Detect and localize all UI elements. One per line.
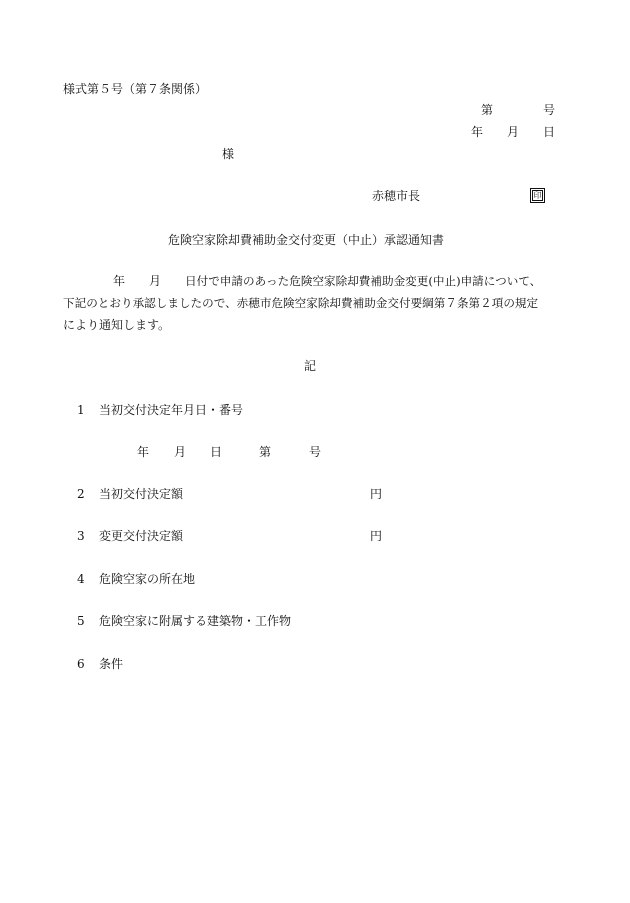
item1-no-prefix: 第	[259, 445, 272, 459]
item-1-subline	[0, 445, 630, 459]
list-item	[0, 614, 630, 628]
seal-icon	[530, 188, 545, 203]
item-label: 危険空家に附属する建築物・工作物	[99, 614, 292, 628]
issuer-title: 赤穂市長	[372, 189, 421, 203]
ki-heading: 記	[304, 359, 317, 373]
document-title: 危険空家除却費補助金交付変更（中止）承認通知書	[168, 233, 445, 247]
item-label: 危険空家の所在地	[99, 572, 196, 586]
item-number: 6	[77, 657, 85, 671]
body-line-1: 日付で申請のあった危険空家除却費補助金変更(中止)申請について、	[185, 274, 542, 288]
body-line-3: により通知します。	[63, 318, 171, 332]
list-item	[0, 403, 630, 417]
item-unit: 円	[370, 529, 383, 543]
doc-number-prefix: 第	[481, 103, 494, 117]
item1-day: 日	[210, 445, 223, 459]
doc-date-year: 年	[471, 125, 484, 139]
item-label: 変更交付決定額	[99, 529, 184, 543]
item-label: 当初交付決定額	[99, 487, 184, 501]
list-item	[0, 572, 630, 586]
list-item	[0, 487, 630, 501]
item-label: 条件	[99, 657, 124, 671]
item1-month: 月	[174, 445, 187, 459]
body-line-2: 下記のとおり承認しましたので、赤穂市危険空家除却費補助金交付要綱第７条第２項の規定	[63, 296, 539, 310]
item-number: 2	[77, 487, 85, 501]
doc-date-day: 日	[543, 125, 556, 139]
body-month: 月	[149, 274, 162, 288]
item-number: 5	[77, 614, 85, 628]
item-unit: 円	[370, 487, 383, 501]
item1-year: 年	[137, 445, 150, 459]
item-label: 当初交付決定年月日・番号	[99, 403, 244, 417]
doc-number-suffix: 号	[543, 103, 556, 117]
item-number: 1	[77, 403, 85, 417]
seal-text: 印	[533, 191, 542, 200]
list-item	[0, 657, 630, 671]
item1-no-suffix: 号	[309, 445, 322, 459]
addressee-suffix: 様	[222, 147, 235, 161]
item-number: 4	[77, 572, 85, 586]
doc-date-month: 月	[507, 125, 520, 139]
list-item	[0, 529, 630, 543]
item-number: 3	[77, 529, 85, 543]
body-year: 年	[113, 274, 126, 288]
form-label: 様式第５号（第７条関係）	[63, 82, 208, 96]
